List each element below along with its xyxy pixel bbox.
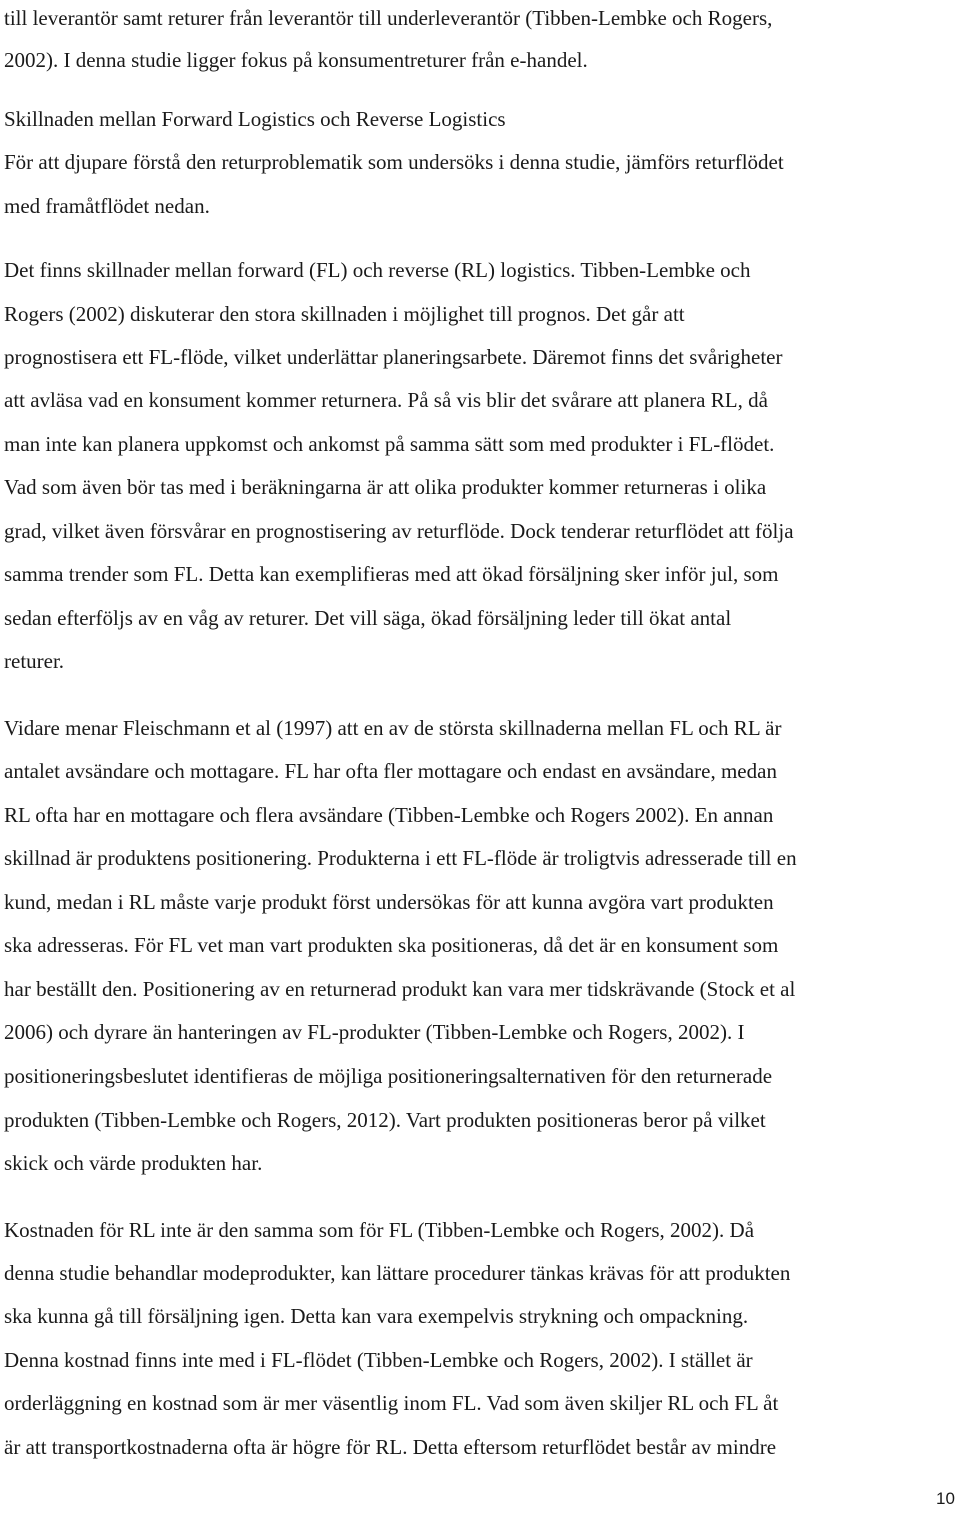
text-line: ska kunna gå till försäljning igen. Detta kan vara exempelvis strykning och ompackning. [4, 1304, 749, 1328]
text-line: ska adresseras. För FL vet man vart produkten ska positioneras, då det är en konsument som [4, 933, 779, 957]
text-line: Vidare menar Fleischmann et al (1997) att en av de största skillnaderna mellan FL och RL är [4, 716, 782, 740]
text-line: Det finns skillnader mellan forward (FL) och reverse (RL) logistics. Tibben-Lembke och [4, 258, 751, 282]
text-line: Rogers (2002) diskuterar den stora skillnaden i möjlighet till prognos. Det går att [4, 302, 685, 326]
text-line: att avläsa vad en konsument kommer returnera. På så vis blir det svårare att planera RL, då [4, 388, 768, 412]
text-line: produkten (Tibben-Lembke och Rogers, 2012). Vart produkten positioneras beror på vilket [4, 1108, 766, 1132]
text-line: returer. [4, 649, 65, 673]
text-line: positioneringsbeslutet identifieras de möjliga positioneringsalternativen för den returnerade [4, 1064, 773, 1088]
text-line: är att transportkostnaderna ofta är högre för RL. Detta eftersom returflödet består av mindre [4, 1435, 777, 1459]
text-line: skick och värde produkten har. [4, 1151, 263, 1175]
text-line: prognostisera ett FL-flöde, vilket underlättar planeringsarbete. Däremot finns det svårigheter [4, 345, 783, 369]
text-line: RL ofta har en mottagare och flera avsändare (Tibben-Lembke och Rogers 2002). En annan [4, 803, 774, 827]
text-line: denna studie behandlar modeprodukter, kan lättare procedurer tänkas krävas för att produkten [4, 1261, 791, 1285]
text-line: man inte kan planera uppkomst och ankomst på samma sätt som med produkter i FL-flödet. [4, 432, 775, 456]
text-line: antalet avsändare och mottagare. FL har ofta fler mottagare och endast en avsändare, medan [4, 759, 777, 783]
text-line: samma trender som FL. Detta kan exemplifieras med att ökad försäljning sker inför jul, som [4, 562, 779, 586]
section-heading: Skillnaden mellan Forward Logistics och Reverse Logistics [4, 107, 506, 131]
text-line: Kostnaden för RL inte är den samma som för FL (Tibben-Lembke och Rogers, 2002). Då [4, 1218, 755, 1242]
text-line: 2006) och dyrare än hanteringen av FL-produkter (Tibben-Lembke och Rogers, 2002). I [4, 1020, 745, 1044]
text-line: med framåtflödet nedan. [4, 194, 210, 218]
text-line: Denna kostnad finns inte med i FL-flödet (Tibben-Lembke och Rogers, 2002). I stället är [4, 1348, 753, 1372]
text-line: 2002). I denna studie ligger fokus på konsumentreturer från e-handel. [4, 48, 588, 72]
text-line: till leverantör samt returer från leverantör till underleverantör (Tibben-Lembke och Rogers, [4, 6, 773, 30]
text-line: har beställt den. Positionering av en returnerad produkt kan vara mer tidskrävande (Stock et al [4, 977, 796, 1001]
page-number: 10 [936, 1489, 955, 1508]
text-line: skillnad är produktens positionering. Produkterna i ett FL-flöde är troligtvis adresserade till en [4, 846, 797, 870]
text-line: Vad som även bör tas med i beräkningarna är att olika produkter kommer returneras i olika [4, 475, 767, 499]
text-line: sedan efterföljs av en våg av returer. Det vill säga, ökad försäljning leder till ökat antal [4, 606, 732, 630]
text-line: grad, vilket även försvårar en prognostisering av returflöde. Dock tenderar returflödet att följa [4, 519, 794, 543]
text-line: kund, medan i RL måste varje produkt först undersökas för att kunna avgöra vart produkten [4, 890, 774, 914]
text-line: orderläggning en kostnad som är mer väsentlig inom FL. Vad som även skiljer RL och FL åt [4, 1391, 779, 1415]
text-line: För att djupare förstå den returproblematik som undersöks i denna studie, jämförs returflödet [4, 150, 784, 174]
